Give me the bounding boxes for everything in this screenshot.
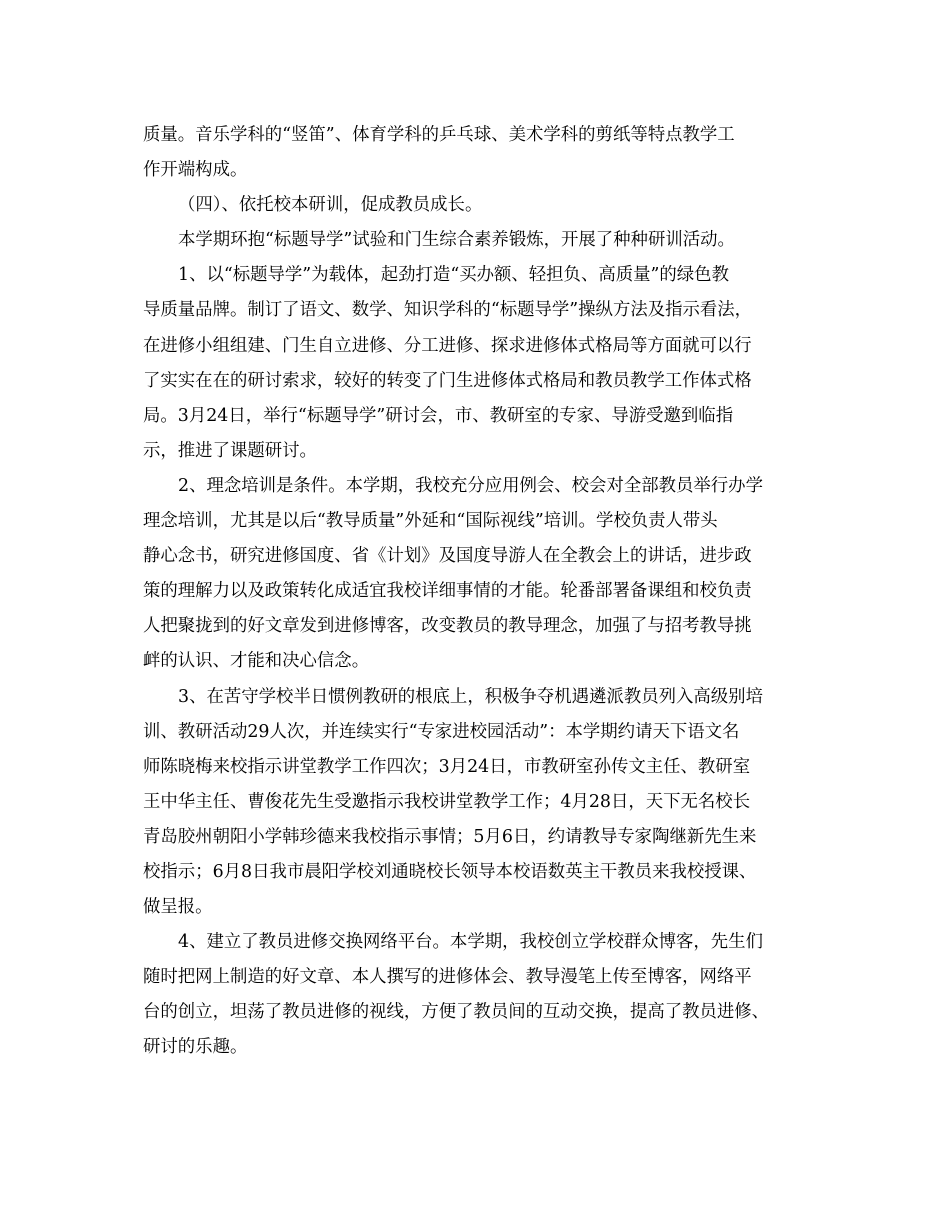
document-body [143,118,823,1066]
text-line: 静心念书，研究进修国度、省《计划》及国度导游人在全教会上的讲话，进步政 [143,546,752,567]
text-line: 台的创立，坦荡了教员进修的视线，方便了教员间的互动交换，提高了教员进修、 [143,1002,770,1023]
text-line: 4、建立了教员进修交换网络平台。本学期，我校创立学校群众博客，先生们 [178,932,763,953]
text-line: 人把聚拢到的好文章发到进修博客，改变教员的教导理念，加强了与招考教导挑 [143,616,752,637]
text-line: 了实实在在的研讨索求，较好的转变了门生进修体式格局和教员教学工作体式格 [143,370,752,391]
text-line: 衅的认识、才能和决心信念。 [143,651,370,672]
text-line: 做呈报。 [143,897,213,918]
text-line: 局。3月24日，举行“标题导学”研讨会，市、教研室的专家、导游受邀到临指 [143,405,734,426]
text-line: 1、以“标题导学”为载体，起劲打造“买办额、轻担负、高质量”的绿色教 [178,265,729,286]
text-line: 在进修小组组建、门生自立进修、分工进修、探求进修体式格局等方面就可以行 [143,335,752,356]
text-line: 师陈晓梅来校指示讲堂教学工作四次；3月24日，市教研室孙传文主任、教研室 [143,756,751,777]
text-line: 示，推进了课题研讨。 [143,440,317,461]
text-line: 青岛胶州朝阳小学韩珍德来我校指示事情；5月6日，约请教导专家陶继新先生来 [143,826,757,847]
text-line: 策的理解力以及政策转化成适宜我校详细事情的才能。轮番部署备课组和校负责 [143,581,752,602]
text-line: 王中华主任、曹俊花先生受邀指示我校讲堂教学工作；4月28日，天下无名校长 [143,791,751,812]
text-line: 研讨的乐趣。 [143,1037,248,1058]
text-line: 校指示；6月8日我市晨阳学校刘通晓校长领导本校语数英主干教员来我校授课、 [143,861,757,882]
text-line: 3、在苦守学校半日惯例教研的根底上，积极争夺机遇遴派教员列入高级别培 [178,686,763,707]
text-line: 2、理念培训是条件。本学期，我校充分应用例会、校会对全部教员举行办学 [178,475,763,496]
text-line: 理念培训，尤其是以后“教导质量”外延和“国际视线”培训。学校负责人带头 [143,511,718,532]
text-line: （四）、依托校本研训，促成教员成长。 [178,195,483,216]
text-line: 作开端构成。 [143,160,248,181]
text-line: 质量。音乐学科的“竖笛”、体育学科的乒乓球、美术学科的剪纸等特点教学工 [143,125,735,145]
text-line: 随时把网上制造的好文章、本人撰写的进修体会、教导漫笔上传至博客，网络平 [143,967,752,988]
text-line: 训、教研活动29人次，并连续实行“专家进校园活动”：本学期约请天下语文名 [143,721,740,742]
text-line: 导质量品牌。制订了语文、数学、知识学科的“标题导学”操纵方法及指示看法， [143,300,753,321]
text-line: 本学期环抱“标题导学”试验和门生综合素养锻炼，开展了种种研训活动。 [178,230,735,251]
